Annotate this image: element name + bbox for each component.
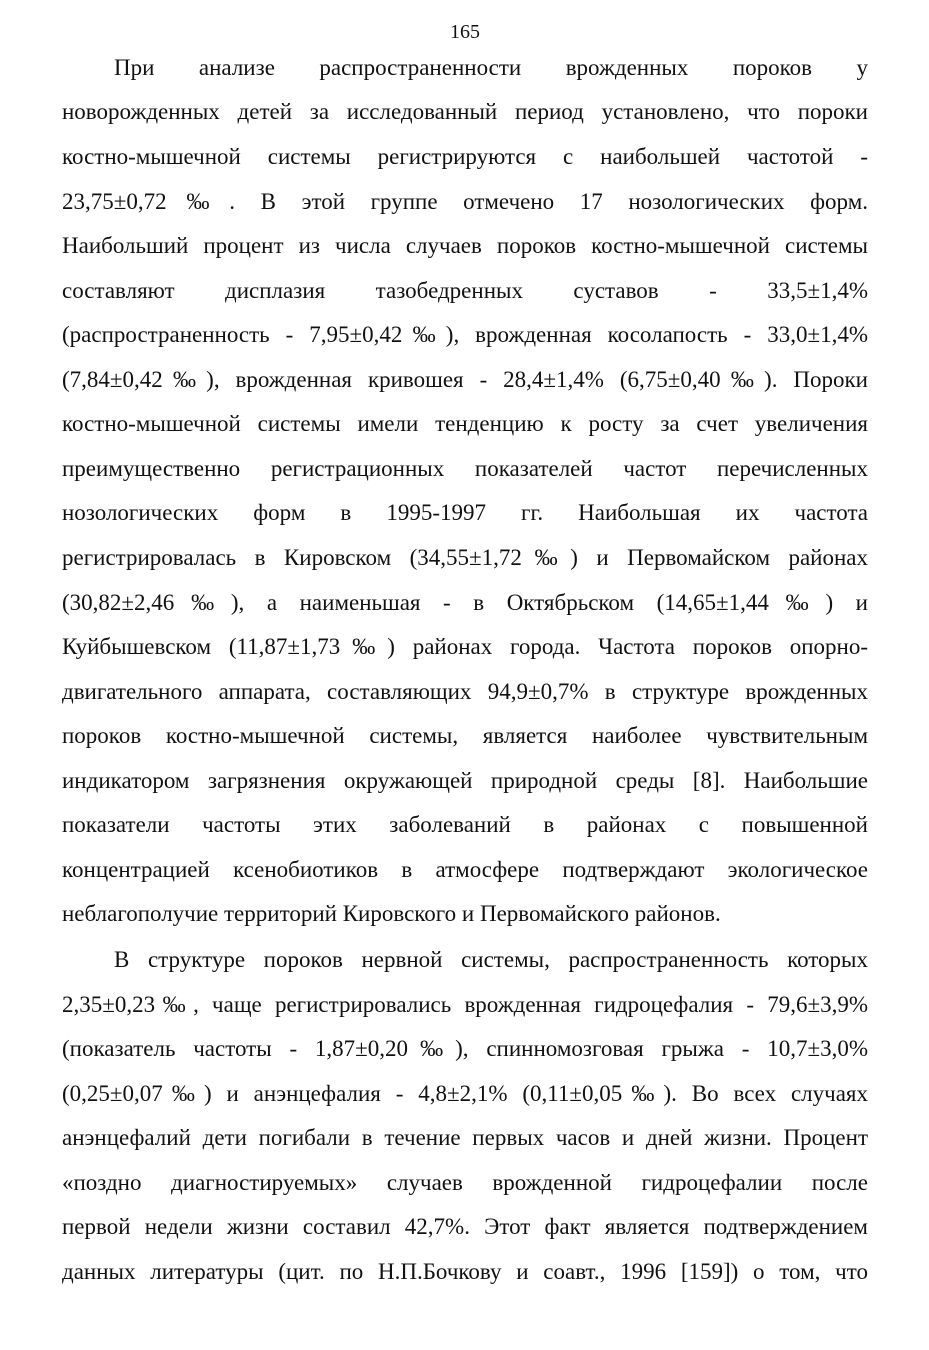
paragraph-1-line-3: костно-мышечной системы регистрируются с наибольшей частотой - <box>62 144 868 169</box>
paragraph-1-line-15: двигательного аппарата, составляющих 94,9±0,7% в структуре врожденных <box>62 679 868 704</box>
document-page <box>62 0 868 1350</box>
paragraph-2-line-7: первой недели жизни составил 42,7%. Этот факт является подтверждением <box>62 1214 868 1239</box>
paragraph-1-line-7: (распространенность - 7,95±0,42‰), врожденная косолапость - 33,0±1,4% <box>62 322 868 347</box>
paragraph-1-line-16: пороков костно-мышечной системы, является наиболее чувствительным <box>62 723 868 748</box>
paragraph-1-line-12: регистрировалась в Кировском (34,55±1,72‰) и Первомайском районах <box>62 545 868 570</box>
paragraph-1-line-13: (30,82±2,46‰), а наименьшая - в Октябрьском (14,65±1,44‰) и <box>62 590 868 615</box>
page-number: 165 <box>450 21 480 43</box>
paragraph-1-line-18: показатели частоты этих заболеваний в районах с повышенной <box>62 812 868 837</box>
paragraph-1-line-17: индикатором загрязнения окружающей природной среды [8]. Наибольшие <box>62 768 868 793</box>
paragraph-1-line-6: составляют дисплазия тазобедренных суставов - 33,5±1,4% <box>62 278 868 303</box>
paragraph-2-line-5: анэнцефалий дети погибали в течение первых часов и дней жизни. Процент <box>62 1125 868 1150</box>
paragraph-2-line-6: «поздно диагностируемых» случаев врожденной гидроцефалии после <box>62 1170 868 1195</box>
paragraph-1-line-5: Наибольший процент из числа случаев пороков костно-мышечной системы <box>62 233 868 258</box>
paragraph-2-line-2: 2,35±0,23‰, чаще регистрировались врожденная гидроцефалия - 79,6±3,9% <box>62 992 868 1017</box>
paragraph-1-line-20: неблагополучие территорий Кировского и Первомайского районов. <box>62 901 721 926</box>
paragraph-2-line-1: В структуре пороков нервной системы, распространенность которых <box>114 947 868 972</box>
paragraph-1-line-4: 23,75±0,72‰. В этой группе отмечено 17 нозологических форм. <box>62 189 868 214</box>
paragraph-1-line-11: нозологических форм в 1995-1997 гг. Наибольшая их частота <box>62 500 868 525</box>
paragraph-1-line-19: концентрацией ксенобиотиков в атмосфере подтверждают экологическое <box>62 857 868 882</box>
paragraph-1-line-10: преимущественно регистрационных показателей частот перечисленных <box>62 456 868 481</box>
paragraph-1-line-2: новорожденных детей за исследованный период установлено, что пороки <box>62 99 868 124</box>
paragraph-1-line-8: (7,84±0,42‰), врожденная кривошея - 28,4±1,4% (6,75±0,40‰). Пороки <box>62 367 868 392</box>
paragraph-2-line-3: (показатель частоты - 1,87±0,20‰), спинномозговая грыжа - 10,7±3,0% <box>62 1036 868 1061</box>
paragraph-2-line-8: данных литературы (цит. по Н.П.Бочкову и соавт., 1996 [159]) о том, что <box>62 1259 868 1284</box>
paragraph-2-line-4: (0,25±0,07‰) и анэнцефалия - 4,8±2,1% (0,11±0,05‰). Во всех случаях <box>62 1081 868 1106</box>
paragraph-1-line-9: костно-мышечной системы имели тенденцию к росту за счет увеличения <box>62 411 868 436</box>
paragraph-1-line-1: При анализе распространенности врожденных пороков у <box>114 55 868 80</box>
paragraph-1-line-14: Куйбышевском (11,87±1,73‰) районах города. Частота пороков опорно- <box>62 634 868 659</box>
